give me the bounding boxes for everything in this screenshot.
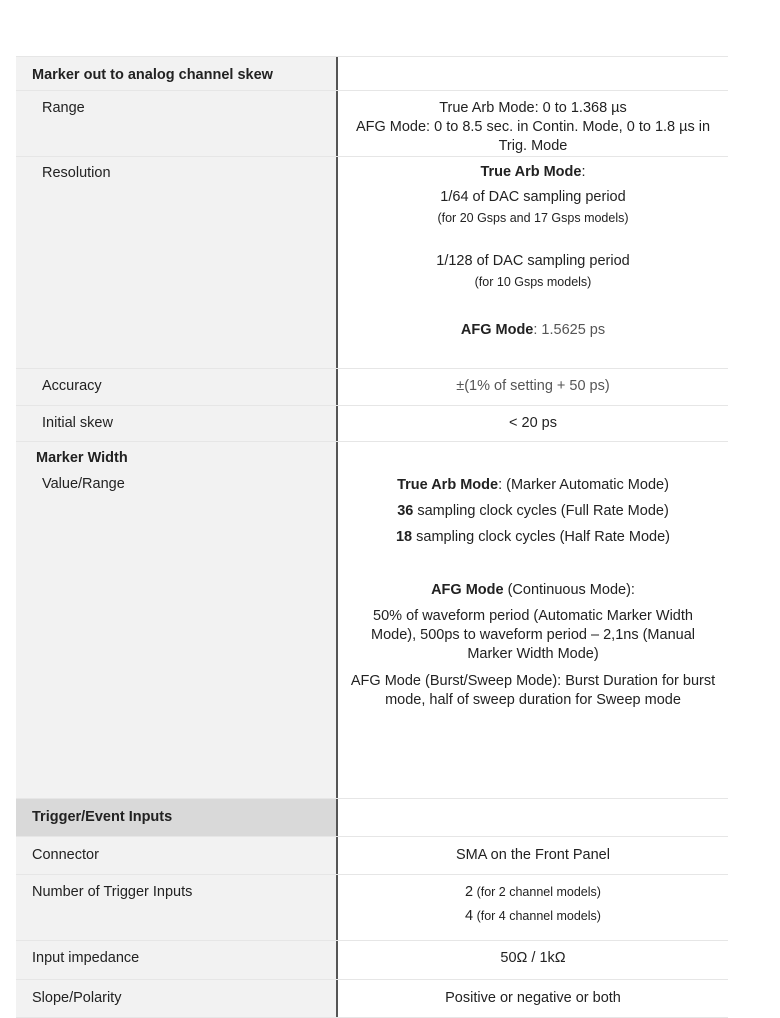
table-row-slope-polarity (16, 979, 728, 1018)
row-label: Range (16, 91, 338, 156)
section-title: Trigger/Event Inputs (16, 799, 338, 836)
table-row-num-trigger-inputs (16, 874, 728, 940)
row-value: 50Ω / 1kΩ (500, 950, 566, 966)
row-value: 2 (for 2 channel models) 4 (for 4 channel models) (465, 884, 601, 924)
table-row-initial-skew (16, 405, 728, 441)
subsection-title: Marker Width (36, 450, 128, 466)
table-row-marker-width (16, 441, 728, 798)
row-label: Resolution (16, 157, 338, 368)
section-header-trigger (16, 798, 728, 836)
row-value: True Arb Mode: 0 to 1.368 µs AFG Mode: 0 to 8.5 sec. in Contin. Mode, 0 to 1.8 µs in Trig. Mode (355, 100, 711, 154)
row-label: Connector (16, 837, 338, 874)
table-row-accuracy (16, 368, 728, 405)
row-value: True Arb Mode: 1/64 of DAC sampling period (for 20 Gsps and 17 Gsps models) 1/128 of DAC sampling period (for 10 Gsps models) AFG Mode: 1.5625 ps (436, 164, 630, 338)
row-label: Number of Trigger Inputs (16, 875, 338, 940)
row-label: Initial skew (16, 406, 338, 441)
row-value: ±(1% of setting + 50 ps) (456, 378, 610, 394)
table-row-resolution (16, 156, 728, 368)
section-title: Marker out to analog channel skew (16, 57, 338, 90)
row-label-group (16, 442, 338, 798)
row-label: Input impedance (16, 941, 338, 979)
row-value: < 20 ps (509, 415, 557, 431)
row-label: Value/Range (42, 476, 125, 492)
section-header-marker-skew (16, 56, 728, 90)
row-label: Accuracy (16, 369, 338, 405)
row-value: True Arb Mode: (Marker Automatic Mode) 36 sampling clock cycles (Full Rate Mode) 18 sampling clock cycles (Half Rate Mode) AFG Mode (Continuous Mode): 50% of waveform period (Automatic Marker Width Mode), 500ps to waveform period – 2,1ns (Manual Marker Width Mode) AFG Mode (Burst/Sweep Mode): Burst Duration for burst mode, half of sweep duration for Sweep mode (350, 477, 716, 708)
row-value: Positive or negative or both (445, 990, 621, 1006)
spec-table (16, 56, 728, 1018)
table-row-connector (16, 836, 728, 874)
table-row-input-impedance (16, 940, 728, 979)
table-row-range (16, 90, 728, 156)
row-label: Slope/Polarity (16, 980, 338, 1017)
row-value: SMA on the Front Panel (456, 847, 610, 863)
